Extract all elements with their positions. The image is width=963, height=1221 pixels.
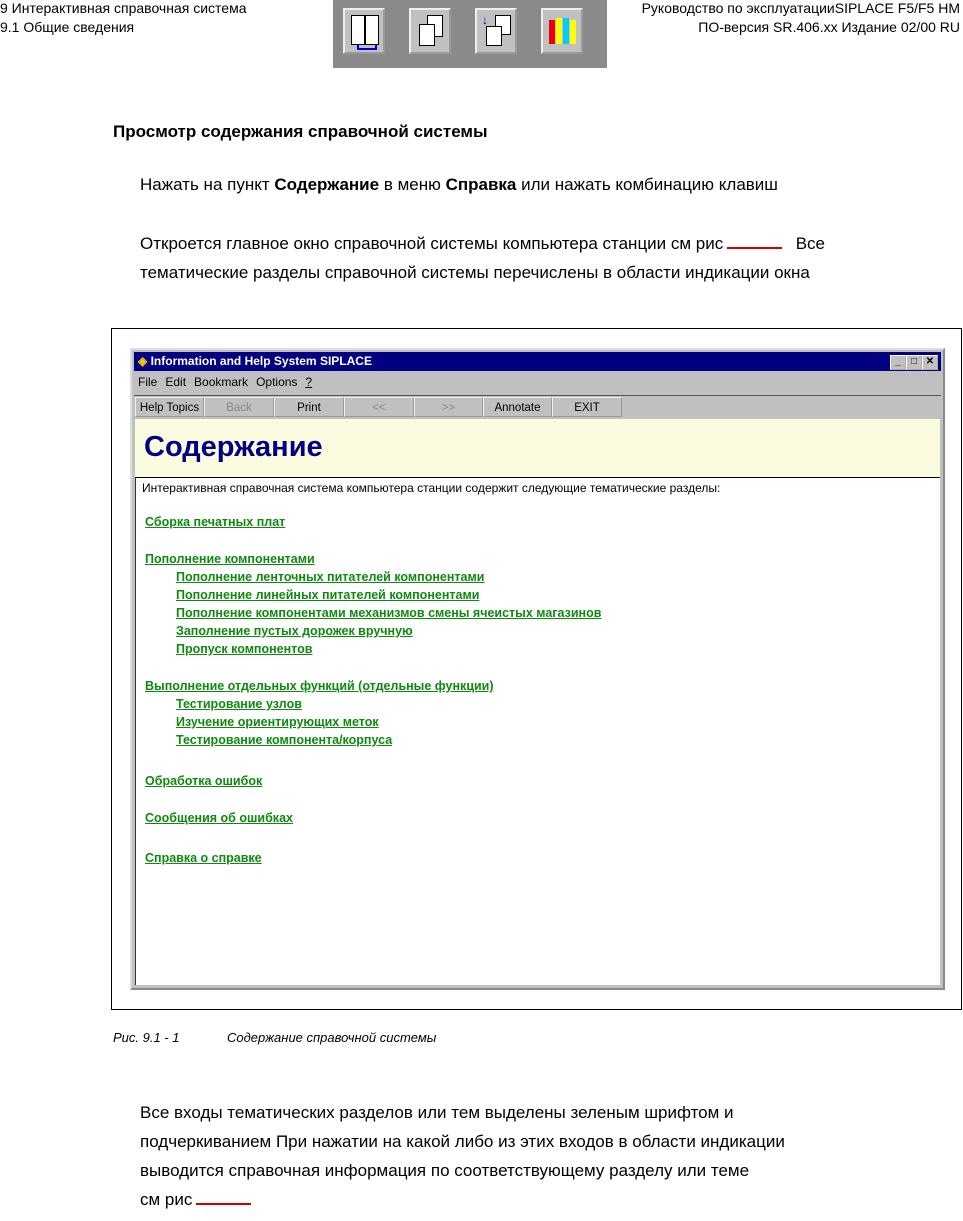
- intro-text: Интерактивная справочная система компьютера станции содержит следующие тематические разделы:: [142, 481, 721, 495]
- menu-bar: [138, 375, 320, 389]
- topic-link[interactable]: Пополнение компонентами механизмов смены ячеистых магазинов: [176, 606, 602, 620]
- text: см рис: [140, 1190, 193, 1209]
- topic-link[interactable]: Обработка ошибок: [145, 774, 263, 788]
- caption-text: Содержание справочной системы: [227, 1030, 437, 1045]
- figure-ref-blank: [196, 1203, 251, 1205]
- window-title: Information and Help System SIPLACE: [150, 354, 372, 368]
- close-button[interactable]: ✕: [922, 355, 938, 370]
- topic-content: [135, 478, 940, 985]
- header-left-1: 9 Интерактивная справочная система: [0, 0, 247, 16]
- contents-icon[interactable]: [343, 8, 385, 54]
- books-icon[interactable]: [541, 8, 583, 54]
- nav-icon-bar: [333, 0, 607, 68]
- help-topics-button[interactable]: Help Topics: [135, 397, 204, 417]
- text: Нажать на пункт: [140, 175, 275, 194]
- prev-button[interactable]: <<: [344, 397, 414, 417]
- para1: [140, 175, 778, 195]
- text: Все: [795, 234, 826, 253]
- pages-icon[interactable]: [409, 8, 451, 54]
- text: Откроется главное окно справочной системы компьютера станции см рис: [140, 234, 724, 253]
- menu-bookmark[interactable]: Bookmark: [194, 375, 249, 389]
- minimize-button[interactable]: _: [890, 355, 906, 370]
- para2-line1: [140, 234, 825, 254]
- text: или нажать комбинацию клавиш: [516, 175, 778, 194]
- toolbar: [134, 395, 941, 419]
- print-button[interactable]: Print: [274, 397, 344, 417]
- menu-file[interactable]: File: [138, 375, 158, 389]
- title-bar: [134, 352, 941, 371]
- menu-ref: Справка: [445, 175, 517, 194]
- para3-line2: подчеркиванием При нажатии на какой либо из этих входов в области индикации: [140, 1132, 785, 1151]
- header-right-2: ПО-версия SR.406.xx Издание 02/00 RU: [698, 19, 960, 35]
- menu-help[interactable]: ?: [305, 375, 313, 389]
- para3-line1: Все входы тематических разделов или тем выделены зеленым шрифтом и: [140, 1103, 734, 1122]
- topic-link[interactable]: Изучение ориентирующих меток: [176, 715, 379, 729]
- maximize-button[interactable]: □: [906, 355, 922, 370]
- annotate-button[interactable]: Annotate: [483, 397, 552, 417]
- section-title: Просмотр содержания справочной системы: [113, 122, 488, 141]
- topic-heading: Содержание: [144, 431, 323, 463]
- topic-link[interactable]: Выполнение отдельных функций (отдельные функции): [145, 679, 494, 693]
- header-left-2: 9.1 Общие сведения: [0, 19, 135, 35]
- app-icon: ◈: [138, 354, 148, 368]
- back-button[interactable]: Back: [204, 397, 274, 417]
- back-page-icon[interactable]: ↓: [475, 8, 517, 54]
- topic-link[interactable]: Тестирование компонента/корпуса: [176, 733, 393, 747]
- topic-link[interactable]: Пополнение ленточных питателей компонентами: [176, 570, 485, 584]
- topic-link[interactable]: Пополнение линейных питателей компонентами: [176, 588, 480, 602]
- figure-ref-blank: [727, 247, 782, 249]
- topic-header: [135, 419, 940, 478]
- topic-link[interactable]: Справка о справке: [145, 851, 262, 865]
- menu-item-ref: Содержание: [274, 175, 380, 194]
- topic-link[interactable]: Пропуск компонентов: [176, 642, 313, 656]
- menu-options[interactable]: Options: [256, 375, 298, 389]
- text: в меню: [379, 175, 446, 194]
- next-button[interactable]: >>: [414, 397, 483, 417]
- exit-button[interactable]: EXIT: [552, 397, 622, 417]
- header-right-1: Руководство по эксплуатацииSIPLACE F5/F5 HM: [641, 0, 960, 16]
- topic-link[interactable]: Тестирование узлов: [176, 697, 302, 711]
- topic-link[interactable]: Заполнение пустых дорожек вручную: [176, 624, 413, 638]
- topic-link[interactable]: Сборка печатных плат: [145, 515, 286, 529]
- help-window: [130, 348, 945, 990]
- menu-edit[interactable]: Edit: [165, 375, 187, 389]
- para3-line4: [140, 1190, 255, 1210]
- topic-link[interactable]: Пополнение компонентами: [145, 552, 315, 566]
- para2-line2: тематические разделы справочной системы перечислены в области индикации окна: [140, 263, 810, 282]
- caption-number: Рис. 9.1 - 1: [113, 1030, 180, 1045]
- para3-line3: выводится справочная информация по соответствующему разделу или теме: [140, 1161, 750, 1180]
- topic-link[interactable]: Сообщения об ошибках: [145, 811, 293, 825]
